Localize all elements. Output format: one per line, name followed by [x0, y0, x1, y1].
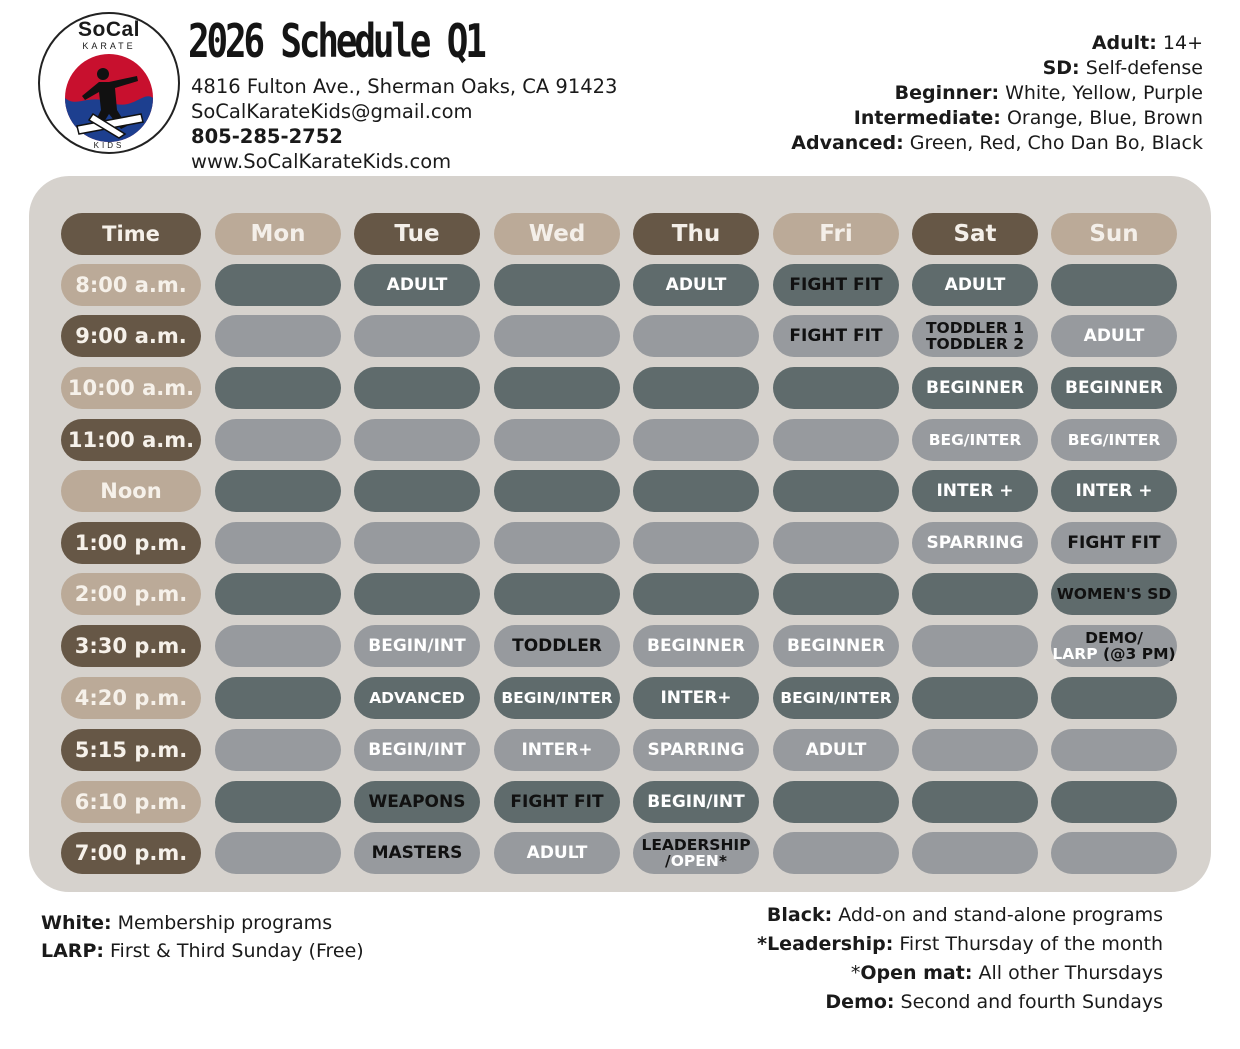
- time-label: 3:30 p.m.: [61, 625, 201, 667]
- column-header-tue: Tue: [354, 213, 480, 255]
- logo-sub: KARATE: [82, 41, 136, 51]
- class-slot[interactable]: [773, 367, 899, 409]
- time-label: 8:00 a.m.: [61, 264, 201, 306]
- class-slot[interactable]: [912, 781, 1038, 823]
- notes-right: [757, 901, 1163, 1017]
- class-slot[interactable]: [354, 419, 480, 461]
- level-legend: [791, 31, 1203, 156]
- class-slot[interactable]: MASTERS: [354, 832, 480, 874]
- class-slot[interactable]: [1051, 729, 1177, 771]
- class-slot[interactable]: [494, 419, 620, 461]
- class-slot[interactable]: BEGIN/INTER: [773, 677, 899, 719]
- cell-line: /OPEN*: [665, 852, 727, 870]
- time-label: 7:00 p.m.: [61, 832, 201, 874]
- class-slot[interactable]: [773, 781, 899, 823]
- class-slot[interactable]: FIGHT FIT: [773, 264, 899, 306]
- class-slot[interactable]: [354, 367, 480, 409]
- class-slot[interactable]: BEGIN/INT: [633, 781, 759, 823]
- note-line: White: Membership programs: [41, 912, 333, 934]
- legend-line: Beginner: White, Yellow, Purple: [894, 82, 1203, 104]
- class-slot[interactable]: ADULT: [912, 264, 1038, 306]
- column-header-sat: Sat: [912, 213, 1038, 255]
- class-slot[interactable]: [215, 781, 341, 823]
- class-slot[interactable]: [215, 677, 341, 719]
- cell-line: LARP (@3 PM): [1052, 645, 1176, 663]
- class-slot[interactable]: ADULT: [354, 264, 480, 306]
- website: www.SoCalKarateKids.com: [191, 150, 452, 173]
- class-slot[interactable]: [215, 729, 341, 771]
- class-slot[interactable]: ADULT: [1051, 315, 1177, 357]
- class-slot[interactable]: [494, 264, 620, 306]
- note-line: LARP: First & Third Sunday (Free): [41, 940, 364, 962]
- class-slot[interactable]: [773, 522, 899, 564]
- class-slot[interactable]: [912, 729, 1038, 771]
- time-label: 2:00 p.m.: [61, 573, 201, 615]
- column-header-wed: Wed: [494, 213, 620, 255]
- class-slot[interactable]: FIGHT FIT: [494, 781, 620, 823]
- class-slot[interactable]: [215, 264, 341, 306]
- class-slot[interactable]: [494, 315, 620, 357]
- class-slot[interactable]: [912, 677, 1038, 719]
- column-header-fri: Fri: [773, 213, 899, 255]
- class-slot[interactable]: [494, 367, 620, 409]
- time-label: 5:15 p.m.: [61, 729, 201, 771]
- email: SoCalKarateKids@gmail.com: [191, 100, 473, 123]
- class-slot[interactable]: [912, 573, 1038, 615]
- column-header-time: Time: [61, 213, 201, 255]
- address: 4816 Fulton Ave., Sherman Oaks, CA 91423: [191, 75, 618, 98]
- class-slot[interactable]: [773, 573, 899, 615]
- class-slot[interactable]: [215, 315, 341, 357]
- class-slot[interactable]: [633, 522, 759, 564]
- class-slot[interactable]: [215, 832, 341, 874]
- class-slot[interactable]: ADVANCED: [354, 677, 480, 719]
- class-slot[interactable]: [215, 522, 341, 564]
- notes-left: [41, 909, 364, 965]
- class-slot[interactable]: FIGHT FIT: [773, 315, 899, 357]
- class-slot[interactable]: [215, 573, 341, 615]
- class-slot[interactable]: [494, 470, 620, 512]
- time-label: 9:00 a.m.: [61, 315, 201, 357]
- class-slot[interactable]: [633, 832, 759, 874]
- class-slot[interactable]: [215, 367, 341, 409]
- class-slot[interactable]: [633, 367, 759, 409]
- column-header-mon: Mon: [215, 213, 341, 255]
- class-slot[interactable]: ADULT: [773, 729, 899, 771]
- time-label: Noon: [61, 470, 201, 512]
- time-label: 11:00 a.m.: [61, 419, 201, 461]
- cell-line: TODDLER 2: [925, 335, 1025, 353]
- class-slot[interactable]: BEGINNER: [1051, 367, 1177, 409]
- note-line: *Leadership: First Thursday of the month: [757, 933, 1163, 955]
- class-slot[interactable]: ADULT: [633, 264, 759, 306]
- class-slot[interactable]: [354, 573, 480, 615]
- note-line: *Open mat: All other Thursdays: [850, 962, 1163, 984]
- class-slot[interactable]: BEGINNER: [773, 625, 899, 667]
- logo-bottom: KIDS: [93, 141, 125, 150]
- note-line: Demo: Second and fourth Sundays: [825, 991, 1163, 1013]
- class-slot[interactable]: [633, 470, 759, 512]
- class-slot[interactable]: [633, 315, 759, 357]
- class-slot[interactable]: [215, 625, 341, 667]
- time-label: 4:20 p.m.: [61, 677, 201, 719]
- class-slot[interactable]: SPARRING: [912, 522, 1038, 564]
- logo-brand: SoCal: [77, 18, 140, 41]
- class-slot[interactable]: SPARRING: [633, 729, 759, 771]
- class-slot[interactable]: [633, 419, 759, 461]
- class-slot[interactable]: FIGHT FIT: [1051, 522, 1177, 564]
- note-line: Black: Add-on and stand-alone programs: [766, 904, 1163, 926]
- class-slot[interactable]: BEG/INTER: [912, 419, 1038, 461]
- class-slot[interactable]: BEGINNER: [633, 625, 759, 667]
- column-header-thu: Thu: [633, 213, 759, 255]
- class-slot[interactable]: [912, 315, 1038, 357]
- class-slot[interactable]: BEGIN/INT: [354, 625, 480, 667]
- class-slot[interactable]: [1051, 264, 1177, 306]
- class-slot[interactable]: [215, 470, 341, 512]
- logo: [38, 12, 180, 154]
- class-slot[interactable]: BEGIN/INTER: [494, 677, 620, 719]
- class-slot[interactable]: [494, 522, 620, 564]
- class-slot[interactable]: [773, 832, 899, 874]
- class-slot[interactable]: [773, 470, 899, 512]
- class-slot[interactable]: [633, 573, 759, 615]
- class-slot[interactable]: INTER+: [633, 677, 759, 719]
- class-slot[interactable]: TODDLER: [494, 625, 620, 667]
- class-slot[interactable]: [494, 573, 620, 615]
- class-slot[interactable]: [1051, 832, 1177, 874]
- time-label: 6:10 p.m.: [61, 781, 201, 823]
- cell-line: DEMO/: [1085, 629, 1143, 647]
- class-slot[interactable]: [1051, 625, 1177, 667]
- class-slot[interactable]: [773, 419, 899, 461]
- schedule-panel: [29, 176, 1211, 892]
- phone: 805-285-2752: [191, 125, 343, 148]
- legend-line: SD: Self-defense: [1042, 57, 1203, 79]
- class-slot[interactable]: INTER +: [1051, 470, 1177, 512]
- legend-line: Adult: 14+: [1091, 32, 1203, 54]
- class-slot[interactable]: WOMEN'S SD: [1051, 573, 1177, 615]
- class-slot[interactable]: ADULT: [494, 832, 620, 874]
- class-slot[interactable]: INTER +: [912, 470, 1038, 512]
- page-title: 2026 Schedule Q1: [188, 14, 484, 68]
- cell-line: LEADERSHIP: [641, 836, 751, 854]
- legend-line: Intermediate: Orange, Blue, Brown: [853, 107, 1203, 129]
- class-slot[interactable]: [354, 470, 480, 512]
- class-slot[interactable]: WEAPONS: [354, 781, 480, 823]
- time-label: 10:00 a.m.: [61, 367, 201, 409]
- class-slot[interactable]: [1051, 781, 1177, 823]
- contact-info: [191, 74, 617, 174]
- class-slot[interactable]: BEGIN/INT: [354, 729, 480, 771]
- class-slot[interactable]: [912, 832, 1038, 874]
- class-slot[interactable]: INTER+: [494, 729, 620, 771]
- class-slot[interactable]: [354, 522, 480, 564]
- class-slot[interactable]: BEGINNER: [912, 367, 1038, 409]
- karate-emblem-icon: [63, 52, 155, 144]
- class-slot[interactable]: [912, 625, 1038, 667]
- time-label: 1:00 p.m.: [61, 522, 201, 564]
- cell-line: TODDLER 1: [925, 319, 1025, 337]
- class-slot[interactable]: [1051, 677, 1177, 719]
- legend-line: Advanced: Green, Red, Cho Dan Bo, Black: [791, 132, 1203, 154]
- class-slot[interactable]: [215, 419, 341, 461]
- column-header-sun: Sun: [1051, 213, 1177, 255]
- class-slot[interactable]: BEG/INTER: [1051, 419, 1177, 461]
- class-slot[interactable]: [354, 315, 480, 357]
